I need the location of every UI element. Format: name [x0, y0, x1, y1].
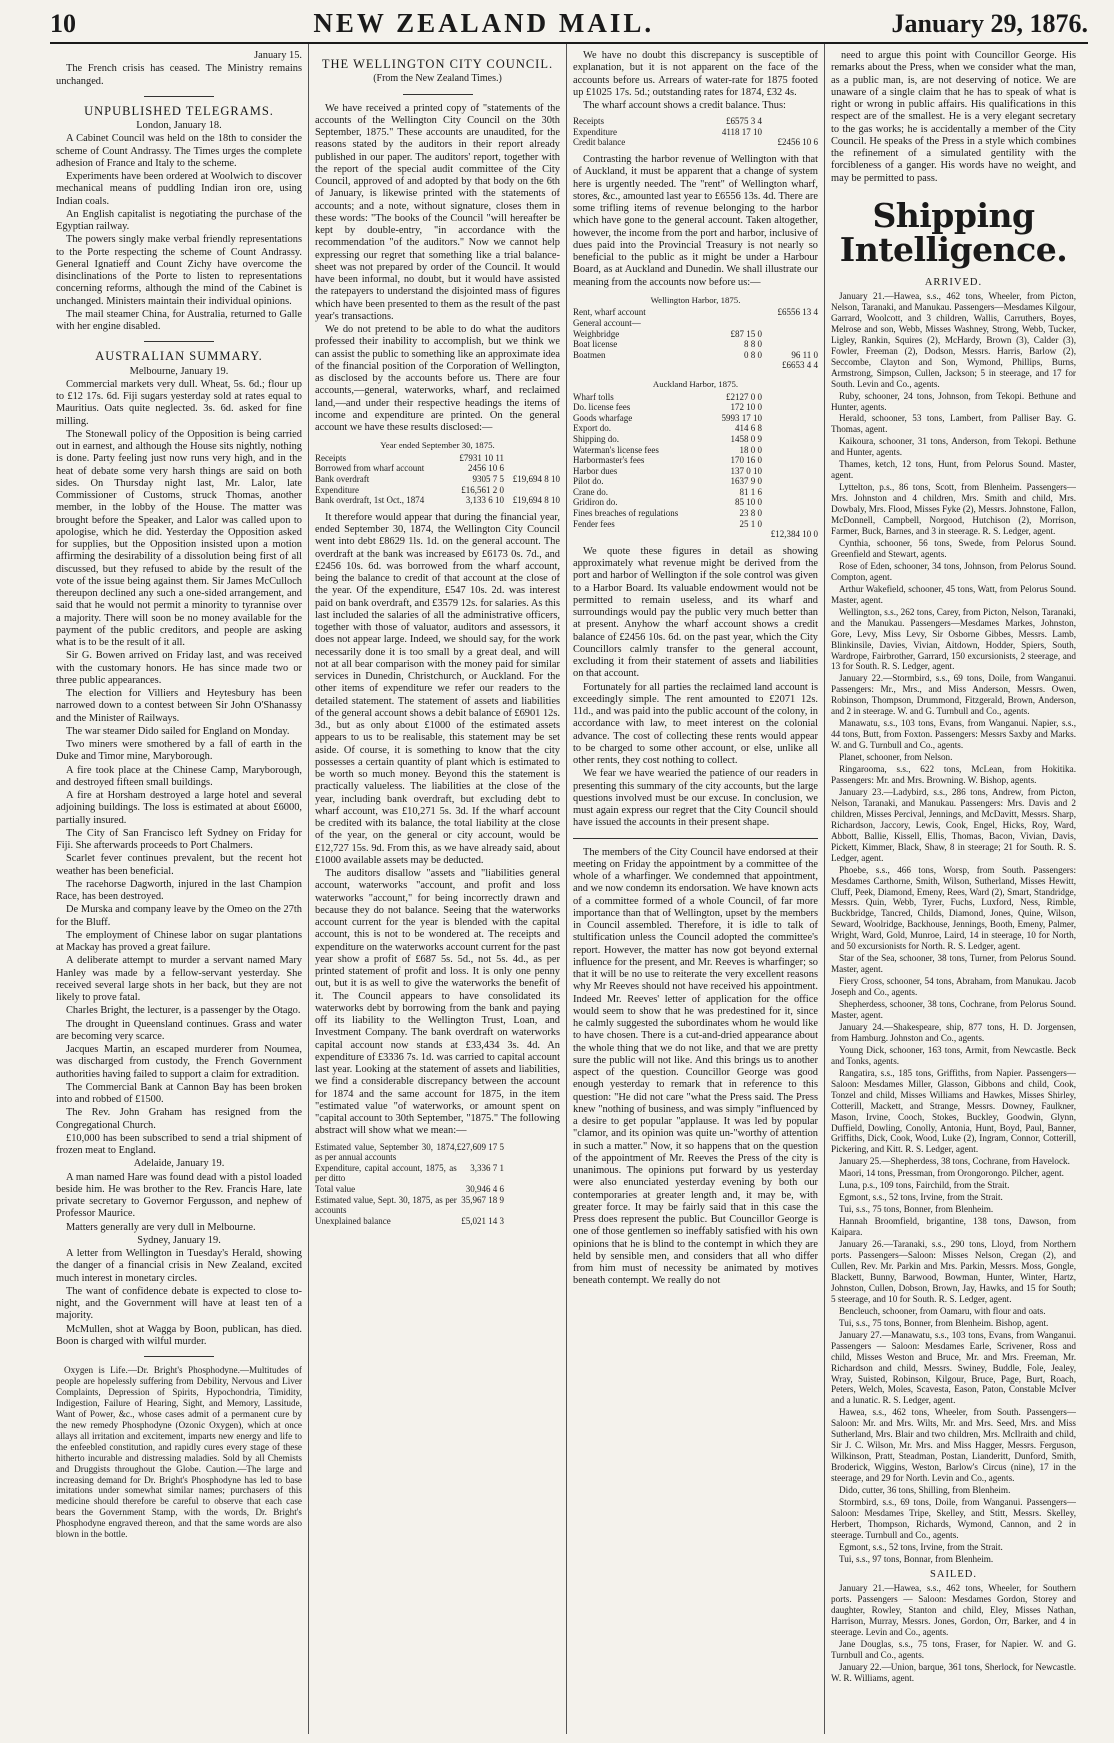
- table-row: [573, 116, 818, 127]
- divider: [144, 1356, 214, 1357]
- table-row: [573, 137, 818, 148]
- paragraph: The war steamer Dido sailed for England on Monday.: [66, 725, 290, 737]
- paragraph: Young Dick, schooner, 163 tons, Armit, from Newcastle. Beck and Tonks, agents.: [831, 1044, 1076, 1066]
- dateline: January 15.: [254, 50, 302, 61]
- paragraph: The French crisis has ceased. The Ministry remains unchanged.: [56, 63, 302, 87]
- section-heading-australian-summary: AUSTRALIAN SUMMARY.: [95, 349, 263, 364]
- accounts-table-wharf: [573, 116, 818, 148]
- paragraph: January 22.—Stormbird, s.s., 69 tons, Doile, from Wanganui. Passengers: Mr., Mrs., and Miss Anderson, Messrs. Owen, Robinson, Thompson, Drummond, Fitzgerald, Brown, Anderson, and 2 in steerage. W. and G. Turnbull and Co., agents.: [831, 673, 1076, 717]
- arrived-heading: ARRIVED.: [924, 276, 983, 288]
- row-amount: £87 15 0: [730, 328, 762, 339]
- table-row: [315, 1142, 560, 1163]
- row-amount: 170 16 0: [730, 455, 762, 466]
- paragraph: Bencleuch, schooner, from Oamaru, with flour and oats.: [839, 1305, 1046, 1316]
- divider: [144, 341, 214, 342]
- paragraph: Commercial markets very dull. Wheat, 5s. 6d.; flour up to £12 17s. 6d. Fiji sugars yesterday sold at rates equal to Mauritius. Oats quite neglected. 3s. 6d. asked for fine milling.: [56, 378, 302, 427]
- row-amount: £5,021 14 3: [461, 1215, 504, 1226]
- row-total: [762, 413, 818, 424]
- row-label: Expenditure: [573, 126, 617, 137]
- paragraph: The wharf account shows a credit balance. Thus:: [583, 100, 786, 111]
- table-row: [315, 463, 560, 474]
- dateline: Sydney, January 19.: [137, 1234, 221, 1246]
- row-amount: 35,967 18 9: [461, 1194, 504, 1205]
- row-label: Borrowed from wharf account: [315, 463, 425, 474]
- table-row: [573, 423, 818, 434]
- row-label: Bank overdraft: [315, 474, 370, 485]
- paragraph: Shepherdess, schooner, 38 tons, Cochrane, from Pelorus Sound. Master, agent.: [831, 999, 1076, 1020]
- row-total: [504, 1216, 560, 1227]
- paragraph: We have no doubt this discrepancy is susceptible of explanation, but it is not apparent on the face of the accounts before us. Arrears of water-rate for 1875 footed up £1025 17s. 5d.; outstanding rates for 1874, £32 4s.: [573, 50, 818, 98]
- table-row: [573, 434, 818, 445]
- paragraph: January 23.—Ladybird, s.s., 286 tons, Andrew, from Picton, Nelson, Taranaki, and Manukau. Passengers: Mrs. Davis and 2 children, Misses Percival, Jennings, and McDavitt, Messrs. Sharp, Richardson, Jaccory, Lewis, Cook, Engel, Hicks, Roy, Ward, Abbott, Ballie, Kissell, Ellis, Thomas, Bacon, Vivian, Davis, Pickett, Kimmer, Black, Shaw, 8 in steerage; 21 for South. R. S. Ledger, agent.: [831, 786, 1076, 863]
- paragraph: The want of confidence debate is expected to close to-night, and the Government will have at least ten of a majority.: [56, 1285, 302, 1322]
- row-amount: 81 1 6: [739, 486, 762, 497]
- row-total: [762, 329, 818, 340]
- row-label: Boat license: [573, 339, 618, 350]
- row-total: [504, 1163, 560, 1184]
- paragraph: An English capitalist is negotiating the purchase of the Egyptian railway.: [56, 208, 302, 232]
- row-label: Harbor dues: [573, 465, 618, 476]
- paragraph: Stormbird, s.s., 69 tons, Doile, from Wanganui. Passengers—Saloon: Mesdames Tripe, Skelley, and Stitt, Messrs. Skelley, Herbert, Thompson, Richards, Wymond, Cannon, and 2 in steerage. Turnbull and Co., agents.: [831, 1496, 1076, 1540]
- article-heading: THE WELLINGTON CITY COUNCIL.: [321, 57, 554, 71]
- row-total: [504, 1195, 560, 1216]
- paragraph: It therefore would appear that during the financial year, ended September 30, 1874, the Wellington City Council went into debt £8629 1ls. 1d. on the general account. The overdraft at the bank was increased by £6173 0s. 7d., and £2456 10s. 6d. was borrowed from the wharf account, being the balance to credit of that account at the close of the year. Of the expenditure, £547 10s. 2d. was interest paid on bank overdraft, and £3579 12s. for salaries. As this last included the salaries of all the administrative officers, together with those of valuator, auditors and assessors, it does not appear large. Indeed, we should say, for the work necessarily done it is too small by a great deal, and will not at all bear comparison with the money paid for similar services in Dunedin, Christchurch, or Auckland. For the other items of expenditure we refer our readers to the detailed statement. The statement of assets and liabilities of the general account shows a debit balance of £6901 12s. 3d., but as only about £1000 of the estimated assets appears to us to be realisable, this statement may be set aside. Of course, it is something to know that the city possesses a certain quantity of plant which is estimated to be worth so much money. Beyond this the statement is practically valueless. The liabilities at the close of the year, including bank overdraft, but excluding debt to wharf account, was £10,271 5s. 3d. If the wharf account be credited with its balance, the total liability at the close of the year, on the general or city account, would be £12,727 15s. 9d. From this, as we have already said, about £1000 available assets may be deducted.: [315, 511, 560, 866]
- paragraph: We have received a printed copy of "statements of the accounts of the Wellington City Council on the 30th September, 1875." These accounts are unaudited, for the reasons stated by the auditors in their report already published in our paper. The auditors' report, together with the report of the special audit committee of the City Council, approved of and adopted by that body on the 6th of January, is likewise printed with the statements of accounts; and a note, without signature, closes them in these words: "The books of the Council "will hereafter be kept by double-entry, "in accordance with the recommendation "of the auditors." Now we cannot help expressing our regret that something like a trial balance-sheet was not prepared by order of the Council. It would have been informal, no doubt, but it would have assisted the ratepayers to understand the disjointed mass of figures which have been presented to them as the result of the past year's transactions.: [315, 102, 560, 322]
- row-total: [504, 453, 560, 464]
- row-total: [762, 487, 818, 498]
- paragraph: Cynthia, schooner, 56 tons, Swede, from Pelorus Sound. Greenfield and Stewart, agents.: [831, 537, 1076, 559]
- sailed-heading: SAILED.: [930, 1568, 977, 1580]
- row-total: [762, 445, 818, 456]
- paper-name: NEW ZEALAND MAIL.: [313, 8, 655, 38]
- paragraph: A fire took place at the Chinese Camp, Maryborough, and destroyed fifteen small buildings.: [56, 764, 302, 788]
- row-label: Receipts: [315, 452, 346, 463]
- table-row: [315, 474, 560, 485]
- column-4: [824, 44, 1082, 1734]
- paragraph: Egmont, s.s., 52 tons, Irvine, from the Strait.: [839, 1192, 1003, 1203]
- paragraph: The drought in Queensland continues. Grass and water are becoming very scarce.: [56, 1018, 302, 1042]
- row-label: Goods wharfage: [573, 412, 633, 423]
- paragraph: Star of the Sea, schooner, 38 tons, Turner, from Pelorus Sound. Master, agent.: [831, 953, 1076, 975]
- paragraph: Jacques Martin, an escaped murderer from Noumea, was discharged from custody, the French Government authorities having failed to support a claim for extradition.: [56, 1044, 302, 1080]
- row-amount: 8 8 0: [744, 339, 762, 350]
- paragraph: January 21.—Hawea, s.s., 462 tons, Wheeler, from Picton, Nelson, Taranaki, and Manukau. Passengers—Mesdames Kilgour, Garrard, Woolcott, and 3 children, Wallis, Carruthers, Boyes, Melrose and son, Webb, Misses Washney, Strong, Webb, Tucker, Ligley, Rankin, Squires (2), McHardy, Brown (3), Calder (3), Fowler, Freeman (2), Dodson, Messrs. Harris, Barlow (2), Seccombe, Clayton and Son, Wymond, Phillips, Burns, Armstrong, Simpson, Cullen, Jackson; 5 in steerage, and 17 for South. Levin and Co., agents.: [831, 291, 1076, 389]
- dateline: Adelaide, January 19.: [133, 1158, 225, 1170]
- paragraph: The election for Villiers and Heytesbury has been narrowed down to a contest between Sir John O'Shanassy and the Minister of Railways.: [56, 688, 302, 724]
- row-amount: 9305 7 5: [472, 474, 504, 485]
- paragraph: Dido, cutter, 36 tons, Shilling, from Blenheim.: [839, 1485, 1011, 1496]
- divider: [573, 838, 818, 839]
- row-total: £19,694 8 10: [512, 495, 560, 506]
- row-amount: [718, 307, 762, 318]
- row-total: [762, 127, 818, 138]
- paragraph: The racehorse Dagworth, injured in the last Champion Race, has been destroyed.: [56, 878, 302, 902]
- melbourne-body: [56, 379, 302, 1158]
- row-total: [762, 497, 818, 508]
- row-amount: 23 8 0: [739, 508, 762, 519]
- table-row: [573, 413, 818, 424]
- sailed-list: [831, 1583, 1076, 1684]
- row-label: [573, 360, 718, 371]
- accounts-table-waterworks: [315, 1142, 560, 1227]
- row-amount: [718, 360, 762, 371]
- paragraph: Luna, p.s., 109 tons, Fairchild, from the Strait.: [839, 1180, 1010, 1191]
- paragraph: A Cabinet Council was held on the 18th to consider the scheme of Count Andrassy. The Times urges the complete adhesion of France and Italy to the scheme.: [56, 133, 302, 169]
- row-total: £19,694 8 10: [512, 474, 560, 485]
- row-total: [762, 116, 818, 127]
- article-body-b: [315, 512, 560, 1138]
- article-body-e: [573, 546, 818, 830]
- row-label: [573, 529, 718, 540]
- row-label: Export do.: [573, 423, 611, 434]
- row-amount: 5993 17 10: [721, 412, 762, 423]
- row-total: [762, 508, 818, 519]
- row-amount: 18 0 0: [739, 444, 762, 455]
- row-amount: 4118 17 10: [721, 126, 762, 137]
- row-amount: [718, 529, 762, 540]
- row-total: £6556 13 4: [777, 307, 818, 318]
- table-row: [573, 529, 818, 540]
- paragraph: January 24.—Shakespeare, ship, 877 tons, H. D. Jorgensen, from Hamburg. Johnston and Co., agents.: [831, 1021, 1076, 1043]
- divider: [144, 96, 214, 97]
- table-row: [573, 466, 818, 477]
- paragraph: Kaikoura, schooner, 31 tons, Anderson, from Tekopi. Bethune and Hunter, agents.: [831, 436, 1076, 458]
- row-label: Boatmen: [573, 349, 606, 360]
- paragraph: Fortunately for all parties the reclaimed land account is exceedingly simple. The rent amounted to £2071 12s. 11d., and was paid into the public account of the colony, in accordance with law, to meet interest on the colonial advance. The cost of collecting these rents would appear to be charged to some other account, or else, unlike all other rents, they cost nothing to collect.: [573, 681, 818, 767]
- row-label: Gridiron do.: [573, 497, 618, 508]
- paragraph: We do not pretend to be able to do what the auditors professed their inability to accomplish, but we think we can assist the public to something like an approximate idea of the financial position of the Corporation of Wellington, as disclosed by the accounts before us. There are four accounts,—general, waterworks, wharf, and reclaimed land,—and under their respective headings the items of income and expenditure are printed. On the general account we have these results disclosed:—: [315, 324, 560, 433]
- paragraph: The Rev. John Graham has resigned from the Congregational Church.: [56, 1107, 302, 1131]
- paragraph: The powers singly make verbal friendly representations to the Porte respecting the scheme of Count Andrassy. General Ignatieff and Count Zichy have overcome the disinclinations of the Porte to listen to representations concerning reforms, although the mind of the Cabinet is unchanged. Ministers maintain their individual opinions.: [56, 234, 302, 307]
- dateline: London, January 18.: [136, 120, 222, 131]
- article-continued: [831, 50, 1076, 185]
- paragraph: Wellington, s.s., 262 tons, Carey, from Picton, Nelson, Taranaki, and the Manukau. Passengers—Mesdames Markes, Johnston, Gore, Levy, Miss Levy, Sir Osborne Gibbes, Messrs. Lamb, Blinkinsile, Davies, Vivian, Aitdown, Hodder, Spiers, South, Wardrope, Fairbrother, Garrard, 150 excursionists, 2 steerage, and 13 for South. R. S. Ledger, agent.: [831, 606, 1076, 672]
- paragraph: Rangatira, s.s., 185 tons, Griffiths, from Napier. Passengers—Saloon: Mesdames Miller, Glasson, Gibbons and child, Cook, Tonzel and child, Misses Williams and Hawkes, Misses Shirley, Cotterill, Mackett, and Strange, Messrs. Downey, Faulkner, Mason, Irvine, Cooch, Stokes, Buckley, Goodwin, Glynn, Duffield, Dowling, Conolly, Antonia, Hunt, Boyd, Paul, Banner, Griffiths, Dick, Cook, Wood, Luke (2), Ingram, Connor, Cotterill, Pickering, and Kitt. R. S. Ledger, agent.: [831, 1067, 1076, 1155]
- row-label: Shipping do.: [573, 433, 620, 444]
- row-total: [762, 318, 818, 329]
- row-amount: £6575 3 4: [726, 116, 762, 127]
- row-total: [504, 463, 560, 474]
- divider: [403, 94, 473, 95]
- row-label: Credit balance: [573, 137, 626, 148]
- row-label: Receipts: [573, 116, 604, 127]
- table-row: [573, 350, 818, 361]
- paragraph: De Murska and company leave by the Omeo on the 27th for the Bluff.: [56, 904, 302, 928]
- paragraph: The City of San Francisco left Sydney on Friday for Fiji. She afterwards proceeds to Port Chalmers.: [56, 827, 302, 851]
- table-row: [573, 360, 818, 371]
- row-amount: [718, 137, 762, 148]
- paragraph: McMullen, shot at Wagga by Boon, publican, has died. Boon is charged with wilful murder.: [56, 1323, 302, 1347]
- paragraph: Hawea, s.s., 462 tons, Wheeler, from South. Passengers—Saloon: Mr. and Mrs. Wilts, Mr. and Mrs. Seed, Mrs. and Miss Sutherland, Mrs. Blair and two children, Mrs. McIlraith and child, Sir J. C. Wilson, Mr. Mrs. and Miss Hagger, Messrs. Ferguson, Wilkinson, Pratt, Steadman, Postan, Lianderitt, Dunford, Smith, Broderick, Wiggins, Weston, Barlow's Circus (nine), 17 in the steerage, and 29 for North. Levin and Co., agents.: [831, 1407, 1076, 1484]
- row-label: Waterman's license fees: [573, 444, 659, 455]
- row-total: [762, 434, 818, 445]
- row-total: [762, 476, 818, 487]
- row-label: Wharf tolls: [573, 391, 614, 402]
- paragraph: Ringarooma, s.s., 622 tons, McLean, from Hokitika. Passengers: Mr. and Mrs. Browning. W. Bishop, agents.: [831, 764, 1076, 785]
- table-row: [573, 508, 818, 519]
- accounts-table-auckland-harbor: [573, 377, 818, 540]
- paragraph: The Commercial Bank at Cannon Bay has been broken into and robbed of £1500.: [56, 1081, 302, 1105]
- row-amount: 25 1 0: [739, 518, 762, 529]
- row-label: General account—: [573, 317, 641, 328]
- article-wharfinger: [573, 847, 818, 1288]
- column-2: [308, 44, 566, 1734]
- paragraph: Jane Douglas, s.s., 75 tons, Fraser, for Napier. W. and G. Turnbull and Co., agents.: [831, 1638, 1076, 1660]
- paragraph: Manawatu, s.s., 103 tons, Evans, from Wanganui. Napier, s.s., 44 tons, Butt, from Foxton. Passengers: Messrs Saxby and Marks. W. and G. Turnbull and Co., agents.: [831, 718, 1076, 751]
- row-amount: 137 0 10: [730, 465, 762, 476]
- row-label: Fines breaches of regulations: [573, 508, 679, 519]
- row-total: [762, 392, 818, 403]
- paragraph: Matters generally are very dull in Melbourne.: [66, 1221, 256, 1233]
- table-caption: Year ended September 30, 1875.: [380, 440, 495, 451]
- row-amount: 172 10 0: [730, 402, 762, 413]
- table-row: [573, 402, 818, 413]
- table-row: [573, 307, 818, 318]
- table-row: [573, 392, 818, 403]
- row-label: Pilot do.: [573, 476, 604, 487]
- row-label: Weighbridge: [573, 328, 620, 339]
- paragraph: Rose of Eden, schooner, 34 tons, Johnson, from Pelorus Sound. Compton, agent.: [831, 560, 1076, 582]
- row-total: [762, 466, 818, 477]
- paragraph: Hannah Broomfield, brigantine, 138 tons, Dawson, from Kaipara.: [831, 1216, 1076, 1238]
- paragraph: The mail steamer China, for Australia, returned to Galle with her engine disabled.: [56, 308, 302, 332]
- row-total: [504, 485, 560, 496]
- row-total: £6653 4 4: [782, 360, 818, 371]
- advert-text: Oxygen is Life.—Dr. Bright's Phosphodyne.—Multitudes of people are hopelessly suffering from Debility, Nervous and Liver Complaints, Depression of Spirits, Hypochondria, Timidity, Indigestion, Failure of Hearing, Sight, and Memory, Lassitude, Want of Power, &c., whose cases admit of a permanent cure by the new remedy Phosphodyne (Ozonic Oxygen), which at once allays all irritation and excitement, imparts new energy and life to the enfeebled constitution, and rapidly cures every stage of these hitherto incurable and distressing maladies. Sold by all Chemists and Druggists throughout the Globe. Caution.—The large and increasing demand for Dr. Bright's Phosphodyne has led to base imitations under somewhat similar names; purchasers of this medicine should therefore be careful to observe that each case bears the Government Stamp, with the words, Dr. Bright's Phosphodyne engraved thereon, and that the same words are also blown in the bottle.: [56, 1365, 302, 1540]
- row-label: Estimated value, September 30, 1874, as per annual accounts: [315, 1141, 457, 1163]
- row-total: [762, 339, 818, 350]
- table-row: [573, 455, 818, 466]
- row-label: Fender fees: [573, 518, 615, 529]
- paragraph: Tui, s.s., 97 tons, Bonnar, from Blenheim.: [839, 1553, 994, 1564]
- row-label: Harbormaster's fees: [573, 455, 645, 466]
- page-number: 10: [50, 9, 76, 38]
- paragraph: The Stonewall policy of the Opposition is being carried out in earnest, and although the House sits nightly, nothing is done. Party feeling just now runs very high, and in the heat of debate some very harsh things are said on both sides. On Thursday night last, Mr. Lalor, late Commissioner of Customs, struck Thomas, another member, in the lobby of the House. The matter was brought before the Speaker, and Lalor was called upon to apologise, which he did. Yesterday the Opposition asked for supplies, but the Opposition insisted upon a motion affirming the desirability of a dissolution being first of all discussed, but they refused to abide by the result of the vote of the issue being against them. Sir James McCulloch thereupon declined any such a one-sided arrangement, and said that he would not permit a minority to tyrannise over a majority. There will soon be no money available for the payment of the public creditors, and people are asking what is to be the result of it all.: [56, 428, 302, 648]
- accounts-table-wellington-harbor: [573, 293, 818, 371]
- paragraph: Tui, s.s., 75 tons, Bonner, from Blenheim. Bishop, agent.: [839, 1317, 1049, 1328]
- row-total: 96 11 0: [791, 349, 818, 360]
- table-row: [573, 445, 818, 456]
- paragraph: Lyttelton, p.s., 86 tons, Scott, from Blenheim. Passengers—Mrs. Johnston and 4 children, Mrs. Smith and child, Mrs. Dowbaly, Mrs. Flood, Misses Fyke (2), Messrs. Johnstone, Fallon, McDonnell, Campbell, Norgood, Hutchison (2), Morrison, Farmer, Buck, Barnes, and 3 in steerage. R. S. Ledger, agent.: [831, 482, 1076, 537]
- row-label: Crane do.: [573, 486, 608, 497]
- paragraph: Fiery Cross, schooner, 54 tons, Abraham, from Manukau. Jacob Joseph and Co., agents.: [831, 976, 1076, 998]
- paragraph: Herald, schooner, 53 tons, Lambert, from Palliser Bay. G. Thomas, agent.: [831, 413, 1076, 435]
- row-total: [762, 455, 818, 466]
- paragraph: £10,000 has been subscribed to send a trial shipment of frozen meat to England.: [56, 1132, 302, 1156]
- row-amount: 3,133 6 10: [465, 495, 504, 506]
- table-row: [315, 1195, 560, 1216]
- row-amount: 414 6 8: [735, 423, 762, 434]
- table-row: [573, 339, 818, 350]
- paragraph: Tui, s.s., 75 tons, Bonner, from Blenheim.: [839, 1204, 994, 1215]
- paragraph: The employment of Chinese labor on sugar plantations at Mackay has proved a great failure.: [56, 929, 302, 953]
- paragraph: Sir G. Bowen arrived on Friday last, and was received with the customary honors. He has since made two or three public appearances.: [56, 650, 302, 686]
- paragraph: We quote these figures in detail as showing approximately what revenue might be derived from the port and harbor of Wellington if the sole control was given to a Harbor Board. Its valuable endowment would not be permitted to remain useless, and its wharf and surroundings would pay the public very much better than at present. Anyhow the wharf account shows a credit balance of £2456 10s. 6d. on the past year, which the City Councillors calmly transfer to the general account, excluding it from their statement of assets and liabilities on that account.: [573, 545, 818, 680]
- arrivals-list: [831, 291, 1076, 1565]
- row-label: Rent, wharf account: [573, 307, 646, 318]
- row-total: [504, 1184, 560, 1195]
- section-heading-telegrams: UNPUBLISHED TELEGRAMS.: [84, 103, 274, 118]
- article-body-a: [315, 103, 560, 435]
- column-1: [50, 44, 308, 1734]
- row-amount: £16,561 2 0: [461, 484, 504, 495]
- paragraph: Thames, ketch, 12 tons, Hunt, from Pelorus Sound. Master, agent.: [831, 459, 1076, 481]
- row-total: [504, 1142, 560, 1163]
- paragraph: We fear we have wearied the patience of our readers in presenting this summary of the city accounts, but the large questions involved must be our excuse. In conclusion, we must again express our regret that the City Council should have issued the accounts in their present shape.: [573, 768, 818, 829]
- table-row: [315, 485, 560, 496]
- paragraph: Egmont, s.s., 52 tons, Irvine, from the Strait.: [839, 1541, 1003, 1552]
- table-row: [315, 1184, 560, 1195]
- row-label: Expenditure, capital account, 1875, as per ditto: [315, 1162, 457, 1184]
- paragraph: Phoebe, s.s., 466 tons, Worsp, from South. Passengers: Mesdames Carthorne, Smith, Wilson, Sutherland, Misses Hewitt, Cluff, Peek, Diamond, Emeny, Rees, Ward (2), Smart, Standridge, Messrs. Quin, Webb, Tyrer, Fuchs, Luxford, Ness, Rimble, Buckbridge, Tancred, Childs, Diamond, Jones, Quine, Wilson, Seward, Woolridge, Backhouse, Jennings, Booth, Emeny, Palmer, Wright, Ward, Gold, Munroe, Laird, 14 in steerage, 10 for North, and 50 excursionists for North. R. S. Ledger, agent.: [831, 864, 1076, 952]
- paragraph: Contrasting the harbor revenue of Wellington with that of Auckland, it must be apparent that a change of system here is urgently needed. The "rent" of Wellington wharf, stores, &c., amounted last year to £6556 13s. 4d. There are some trifling items of revenue belonging to the harbor which have gone to the general account. Taken altogether, however, the income from the port and harbor, inclusive of dues paid into the Provincial Treasury is not nearly so beneficial to the public as it might be under a Harbour Board, as at Auckland and Dunedin. We shall illustrate our meaning from the accounts now before us:—: [573, 154, 818, 288]
- column-3: [566, 44, 824, 1734]
- paragraph: Arthur Wakefield, schooner, 45 tons, Watt, from Pelorus Sound. Master, agent.: [831, 583, 1076, 605]
- paragraph: Two miners were smothered by a fall of earth in the Duke and Timor mine, Maryborough.: [56, 739, 302, 763]
- row-total: £2456 10 6: [777, 137, 818, 148]
- paragraph: The members of the City Council have endorsed at their meeting on Friday the appointment by a committee of the whole of a wharfinger. We condemned that appointment, and we now condemn its endorsation. We have known acts of a committee formed of a whole Council, of far more importance than that of Wellington, upset by the members in Council assembled. Therefore, it is idle to talk of stultification unless the Council adopted the committee's report. However, the matter has now got beyond external influence for the present, and Mr. Reeves is wharfinger; so that it will be no use to reiterate the very excellent reasons why Mr Reeves should not have received his appointment. Indeed Mr. Reeves' letter of application for the office would seem to show that he was predestined for it, since he calmly suggested the subordinates whom he would like to have chosen. There is a cut-and-dried appearance about the whole thing that we do not like, and that we are pretty sure the public will not like. And this brings us to another aspect of the question. Councillor George was good enough yesterday to remark that in reference to this question: "He did not care "what the Press said. The Press knew "nothing of business, and was simply "influenced by a desire to get popular "applause. It was led by popular "clamor, and its opinion was quite un-"worthy of attention in such a matter." Now, it so happens that on the question of the appointment of Mr. Reeves the Press of the city is unanimous. The opinions put forward by us yesterday were also enunciated yesterday evening by both our contemporaries at greater length and, it may be, with greater force. It may be fairly said that in this case the Press does represent the public. But Councillor George is one of those gentlemen so ineffably satisfied with his own opinions that he is blind to the contempt in which they are held by sensible men, and considers that all who differ from him must of necessity be animated by motives beneath contempt. We really do not: [573, 846, 818, 1287]
- paragraph: January 26.—Taranaki, s.s., 290 tons, Lloyd, from Northern ports. Passengers—Saloon: Misses Nelson, Cregan (2), and Cullen, Rev. Mr. Parkin and Mrs. Parkin, Messrs. Moss, Gongle, Blackett, Bunny, Barwood, Bowman, Hunter, Winter, Hartz, Johnston, Cullen, Dobson, Brown, Jay, Hawks, and 15 for South; 5 steerage, and 10 for South. R. S. Ledger, agent.: [831, 1239, 1076, 1304]
- paragraph: Charles Bright, the lecturer, is a passenger by the Otago.: [66, 1005, 301, 1017]
- adelaide-body: [56, 1172, 302, 1234]
- table-row: [573, 476, 818, 487]
- paragraph: January 27.—Manawatu, s.s., 103 tons, Evans, from Wanganui. Passengers — Saloon: Mesdames Earle, Scrivener, Ross and child, Misses Weston and Bruce, Mr. and Mrs. Freeman, Mr. Richardson and child, Messrs. Swiney, Buddle, Fole, Jealey, Wray, Suisted, Robinson, Kilgour, Bruce, Page, Burt, Roach, Peters, Welch, Moles, Scavesta, Eason, Paton, Constable McIver and a lunatic. R. S. Ledger, agent.: [831, 1329, 1076, 1406]
- row-amount: 3,336 7 1: [470, 1162, 504, 1173]
- row-label: Do. license fees: [573, 402, 631, 413]
- row-total: £12,384 10 0: [770, 529, 818, 540]
- row-amount: 2456 10 6: [468, 463, 504, 474]
- row-amount: £27,609 17 5: [456, 1141, 504, 1152]
- article-source: (From the New Zealand Times.): [373, 73, 502, 85]
- paragraph: January 22.—Union, barque, 361 tons, Sherlock, for Newcastle. W. R. Williams, agent.: [831, 1661, 1076, 1683]
- paragraph: Maori, 14 tons, Pressman, from Orongorongo. Pilcher, agent.: [839, 1168, 1064, 1179]
- table-caption: Wellington Harbor, 1875.: [650, 294, 741, 305]
- table-row: [573, 497, 818, 508]
- table-row: [573, 318, 818, 329]
- table-row: [315, 1216, 560, 1227]
- paragraph: Planet, schooner, from Nelson.: [839, 752, 953, 763]
- accounts-table-general: [315, 438, 560, 506]
- row-total: [762, 519, 818, 530]
- paragraph: A deliberate attempt to murder a servant named Mary Hanley was made by a fellow-servant yesterday. She received several large shots in her back, but they are not likely to prove fatal.: [56, 955, 302, 1003]
- table-row: [573, 329, 818, 340]
- table-caption: Auckland Harbor, 1875.: [652, 378, 739, 389]
- row-amount: 1458 0 9: [730, 433, 762, 444]
- article-body-c: [573, 50, 818, 112]
- article-body-d: [573, 154, 818, 289]
- paragraph: Scarlet fever continues prevalent, but the recent hot weather has been beneficial.: [56, 853, 302, 877]
- shipping-intelligence-heading: Shipping Intelligence.: [839, 195, 1068, 269]
- row-amount: 85 10 0: [735, 497, 762, 508]
- row-amount: [718, 318, 762, 329]
- paragraph: A man named Hare was found dead with a pistol loaded beside him. He was brother to the Rev. Francis Hare, late private secretary to Governor Fergusson, and nephew of Professor Maurice.: [56, 1171, 302, 1220]
- paragraph: A fire at Horsham destroyed a large hotel and several adjoining buildings. The loss is estimated at about £6000, partially insured.: [56, 790, 302, 826]
- advertisement: [56, 1365, 302, 1540]
- paragraph: January 25.—Shepherdess, 38 tons, Cochrane, from Havelock.: [839, 1156, 1070, 1167]
- table-row: [315, 453, 560, 464]
- table-row: [315, 495, 560, 506]
- row-amount: 30,946 4 6: [465, 1183, 504, 1194]
- paragraph: need to argue this point with Councillor George. His remarks about the Press, when we consider what the man, as a public man, is, are not deserving of notice. We are unaware of a single claim that he has to speak of what is right or wrong in public affairs. His qualifications in this respect are of the smallest. He is a very elegant secretary to the gas works; he is accidentally a member of the City Council. He speaks of the Press in a style which combines the refinement of a simulated gentility with the forcibleness of a ganger. His words have no weight, and may be permitted to pass.: [831, 50, 1076, 184]
- row-label: Bank overdraft, 1st Oct., 1874: [315, 495, 425, 506]
- row-total: [762, 423, 818, 434]
- table-row: [573, 519, 818, 530]
- paragraph: A letter from Wellington in Tuesday's Herald, showing the danger of a financial crisis in New Zealand, excited much interest in monetary circles.: [56, 1248, 302, 1284]
- dateline: Melbourne, January 19.: [129, 365, 229, 377]
- row-amount: £7931 10 11: [459, 452, 504, 463]
- table-row: [573, 127, 818, 138]
- row-label: Unexplained balance: [315, 1215, 391, 1226]
- masthead: [50, 8, 1088, 44]
- row-label: Estimated value, Sept. 30, 1875, as per accounts: [315, 1194, 457, 1216]
- paragraph: Ruby, schooner, 24 tons, Johnson, from Tekopi. Bethune and Hunter, agents.: [831, 390, 1076, 412]
- issue-date: January 29, 1876.: [891, 9, 1088, 38]
- table-row: [315, 1163, 560, 1184]
- paragraph: The auditors disallow "assets and "liabilities general account, waterworks "account, and profit and loss waterworks "account," for being incorrectly drawn and because they do not balance. Seeing that the waterworks account current for the year is blended with the capital account, this is not to be wondered at. The receipts and expenditure on the waterworks account current for the past year show a profit of £687 5s. 5d., not 5s. 4d., as per printed statement of profit and loss. It is only one penny out, but it is as well to give the waterworks the benefit of it. The Council appears to have consolidated its waterworks debt by borrowing from the bank and paying off its liability to the Wellington Trust, Loan, and Investment Company. The bank overdraft on waterworks capital account now stands at £33,434 3s. 4d. An expenditure of £3336 7s. 1d. was carried to capital account last year. Looking at the statement of assets and liabilities, we find a considerable discrepancy between the account for 1874 and the same account for 1875, in the item "estimated value "of waterworks, or amount spent on "capital account to 30th September, "1875." The following abstract will show what we mean:—: [315, 868, 560, 1137]
- row-amount: £2127 0 0: [726, 391, 762, 402]
- row-label: Total value: [315, 1183, 356, 1194]
- telegrams-body: [56, 133, 302, 333]
- row-amount: 0 8 0: [744, 349, 762, 360]
- table-row: [573, 487, 818, 498]
- row-amount: 1637 9 0: [730, 476, 762, 487]
- paragraph: January 21.—Hawea, s.s., 462 tons, Wheeler, for Southern ports. Passengers — Saloon: Mesdames Gordon, Storey and daughter, Rowley, Stanton and child, Eley, Misses Nathan, Harrison, Murray, Messrs. Jones, Gordon, Orr, Barker, and 4 in steerage. Levin and Co., agents.: [831, 1582, 1076, 1637]
- row-total: [762, 402, 818, 413]
- row-label: Expenditure: [315, 484, 359, 495]
- paragraph: Experiments have been ordered at Woolwich to discover mechanical means of puddling Indian iron ore, using Indian coals.: [56, 171, 302, 207]
- sydney-body: [56, 1248, 302, 1348]
